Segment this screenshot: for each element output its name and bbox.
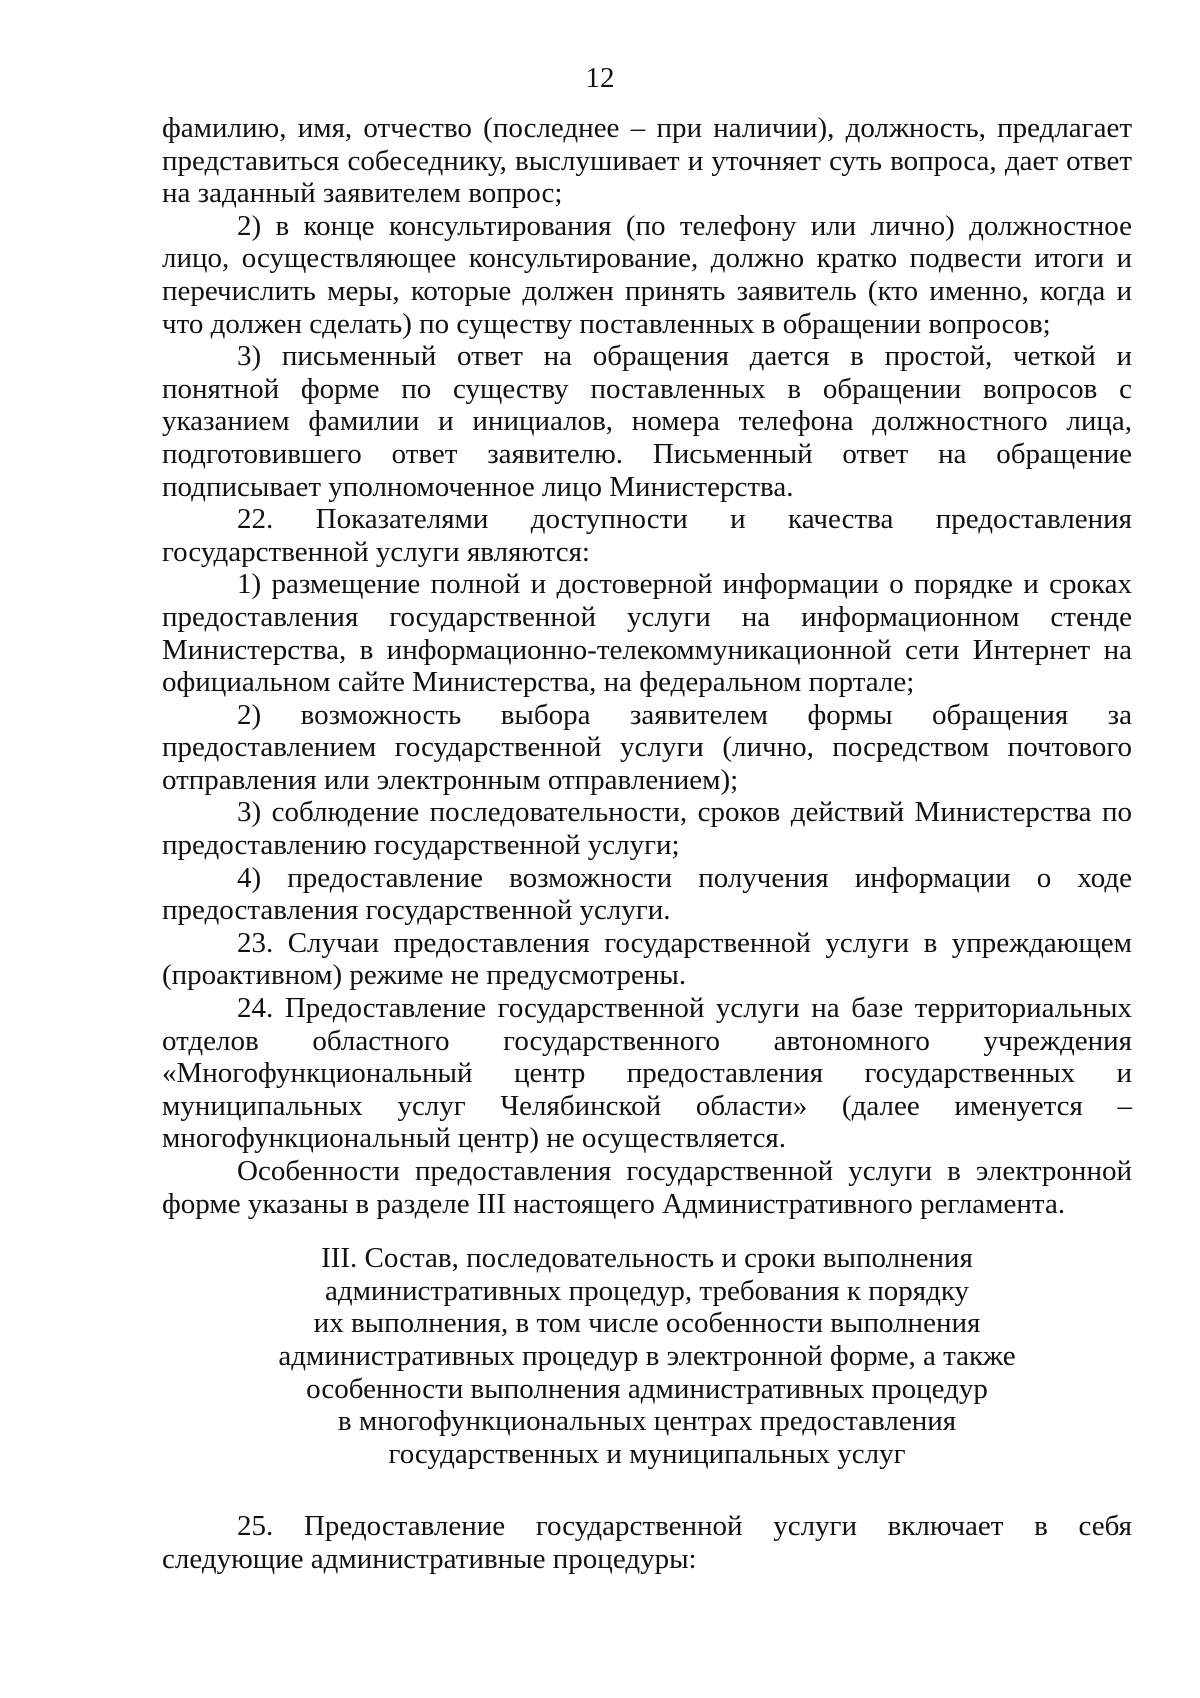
paragraph-22-item-1: 1) размещение полной и достоверной информации о порядке и сроках предоставления государственной услуги на информационном стенде Министерства, в информационно-телекоммуникационной сети Интернет на официальном сайте Министерства, на федеральном портале; xyxy=(162,568,1132,699)
paragraph-electronic-form-note: Особенности предоставления государственной услуги в электронной форме указаны в разделе III настоящего Административного регламента. xyxy=(162,1155,1132,1220)
document-body xyxy=(162,112,1132,1576)
paragraph-22-item-4: 4) предоставление возможности получения информации о ходе предоставления государственной услуги. xyxy=(162,861,1132,927)
paragraph-item-3: 3) письменный ответ на обращения дается в простой, четкой и понятной форме по существу поставленных в обращении вопросов с указанием фамилии и инициалов, номера телефона должностного лица, подготовившего ответ заявителю. Письменный ответ на обращение подписывает уполномоченное лицо Министерства. xyxy=(162,340,1132,503)
section-heading-line: III. Состав, последовательность и сроки выполнения xyxy=(321,1242,973,1275)
section-heading-line: административных процедур в электронной форме, а также xyxy=(278,1339,1016,1372)
section-heading-line: в многофункциональных центрах предоставления xyxy=(337,1405,957,1438)
section-heading-line: государственных и муниципальных услуг xyxy=(388,1437,906,1470)
paragraph-22-item-2: 2) возможность выбора заявителем формы обращения за предоставлением государственной услуги (лично, посредством почтового отправления или электронным отправлением); xyxy=(162,698,1132,796)
paragraph-22: 22. Показателями доступности и качества предоставления государственной услуги являются: xyxy=(162,503,1132,568)
section-heading-iii xyxy=(162,1242,1132,1470)
paragraph-item-2: 2) в конце консультирования (по телефону или лично) должностное лицо, осуществляющее консультирование, должно кратко подвести итоги и перечислить меры, которые должен принять заявитель (кто именно, когда и что должен сделать) по существу поставленных в обращении вопросов; xyxy=(162,209,1132,340)
page-number: 12 xyxy=(585,62,615,94)
paragraph-25: 25. Предоставление государственной услуги включает в себя следующие административные процедуры: xyxy=(162,1510,1132,1575)
paragraph-22-item-3: 3) соблюдение последовательности, сроков действий Министерства по предоставлению государственной услуги; xyxy=(162,796,1132,862)
paragraph-continuation: фамилию, имя, отчество (последнее – при наличии), должность, предлагает представиться собеседнику, выслушивает и уточняет суть вопроса, дает ответ на заданный заявителем вопрос; xyxy=(162,112,1132,210)
section-heading-line: особенности выполнения административных процедур xyxy=(306,1372,988,1405)
section-heading-line: административных процедур, требования к порядку xyxy=(324,1274,970,1307)
paragraph-23: 23. Случаи предоставления государственной услуги в упреждающем (проактивном) режиме не предусмотрены. xyxy=(162,926,1132,992)
paragraph-24: 24. Предоставление государственной услуги на базе территориальных отделов областного государственного автономного учреждения «Многофункциональный центр предоставления государственных и муниципальных услуг Челябинской области» (далее именуется – многофункциональный центр) не осуществляется. xyxy=(162,992,1132,1155)
section-heading-line: их выполнения, в том числе особенности выполнения xyxy=(313,1307,981,1340)
